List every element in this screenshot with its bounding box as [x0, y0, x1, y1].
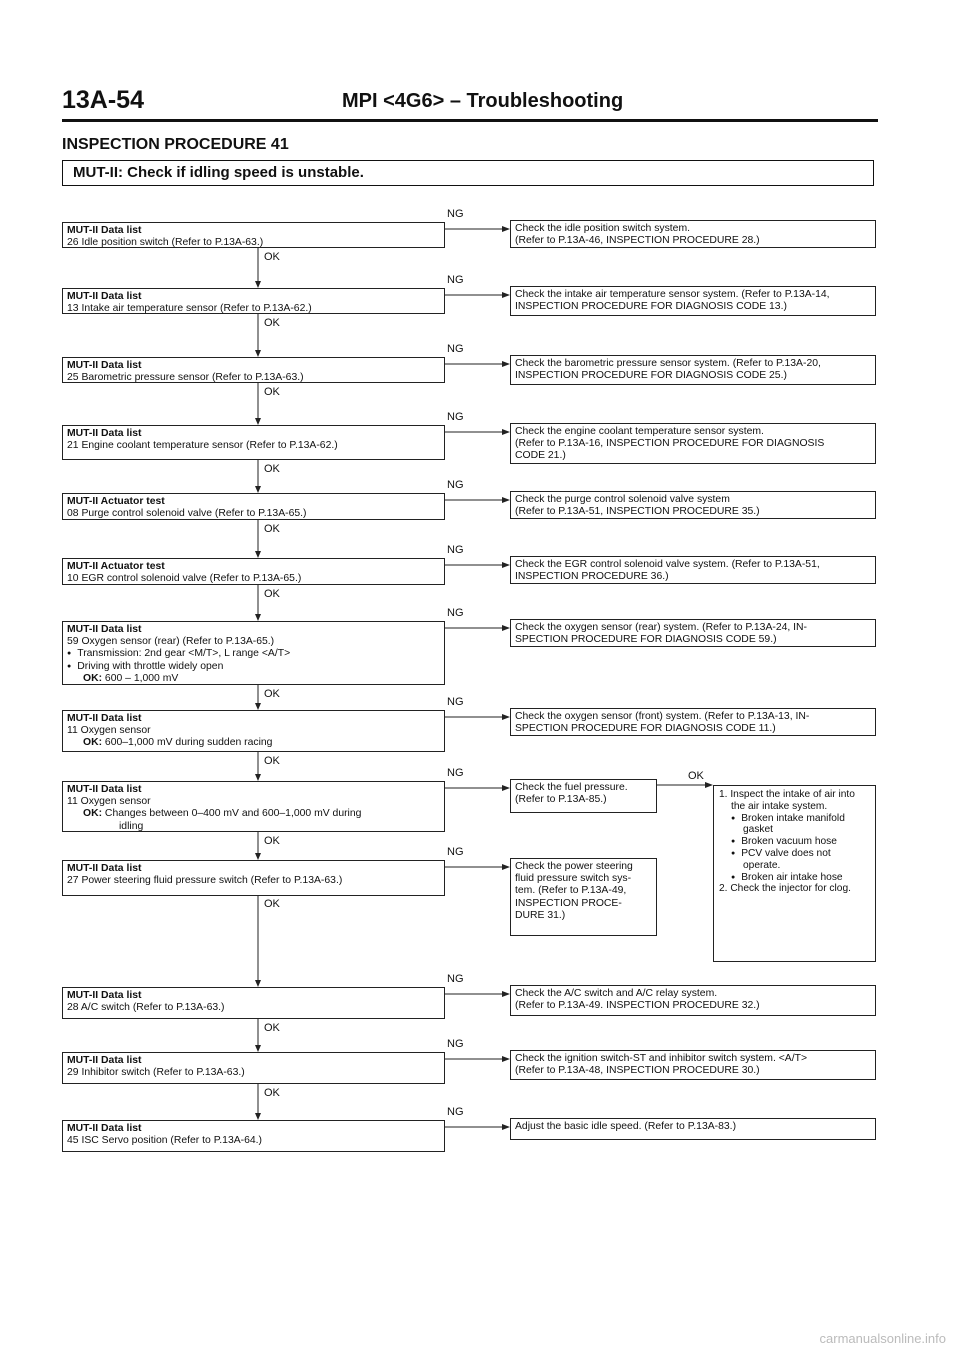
- ok-arrow-head: [255, 1045, 261, 1052]
- ok-label: OK: [264, 688, 280, 700]
- step-line: 29 Inhibitor switch (Refer to P.13A-63.): [67, 1067, 245, 1079]
- step-line: 11 Oxygen sensor: [67, 725, 151, 737]
- action-line: (Refer to P.13A-48, INSPECTION PROCEDURE 30.): [515, 1065, 760, 1077]
- ng-label: NG: [447, 696, 464, 708]
- check-step-box: [62, 357, 445, 383]
- ok-arrow-head: [255, 1113, 261, 1120]
- step-heading: MUT-II Data list: [67, 784, 142, 795]
- step-line: OK: Changes between 0–400 mV and 600–1,000 mV during: [83, 808, 362, 820]
- ng-arrow-head: [502, 991, 510, 997]
- action-line: Check the EGR control solenoid valve system. (Refer to P.13A-51,: [515, 559, 820, 570]
- action-line: INSPECTION PROCEDURE FOR DIAGNOSIS CODE 25.): [515, 370, 787, 382]
- ng-label: NG: [447, 1106, 464, 1118]
- step-line: 11 Oxygen sensor: [67, 796, 151, 808]
- ok-label: OK: [264, 1022, 280, 1034]
- action-line: (Refer to P.13A-46, INSPECTION PROCEDURE 28.): [515, 235, 760, 247]
- step-heading: MUT-II Data list: [67, 624, 142, 635]
- ng-arrow-head: [502, 562, 510, 568]
- check-step-box: [62, 1052, 445, 1084]
- check-step-box: [62, 425, 445, 460]
- action-box: [510, 779, 657, 813]
- action-line: Check the intake air temperature sensor system. (Refer to P.13A-14,: [515, 289, 830, 300]
- step-line: 10 EGR control solenoid valve (Refer to P.13A-65.): [67, 573, 302, 585]
- step-line: 59 Oxygen sensor (rear) (Refer to P.13A-65.): [67, 636, 275, 648]
- ng-label: NG: [447, 1038, 464, 1050]
- action-line: (Refer to P.13A-51, INSPECTION PROCEDURE 35.): [515, 506, 760, 518]
- intake-inspection-box: [713, 785, 876, 962]
- ok-arrow-head: [255, 980, 261, 987]
- intake-bullet-list: [719, 813, 870, 884]
- action-line: INSPECTION PROCEDURE FOR DIAGNOSIS CODE 13.): [515, 301, 787, 313]
- step-heading: MUT-II Actuator test: [67, 561, 165, 572]
- step-heading: MUT-II Data list: [67, 291, 142, 302]
- action-line: Check the A/C switch and A/C relay system.: [515, 988, 718, 999]
- step-heading: MUT-II Actuator test: [67, 496, 165, 507]
- action-box: [510, 858, 657, 936]
- ng-arrow-head: [502, 429, 510, 435]
- check-statement: MUT-II: Check if idling speed is unstable.: [73, 164, 364, 181]
- step-line: 26 Idle position switch (Refer to P.13A-63.): [67, 237, 264, 248]
- ng-arrow-head: [502, 864, 510, 870]
- step-line: ● Transmission: 2nd gear <M/T>, L range <A/T>: [67, 648, 440, 660]
- action-line: Check the barometric pressure sensor system. (Refer to P.13A-20,: [515, 358, 821, 369]
- fuel-ok-label: OK: [688, 770, 704, 782]
- action-box: [510, 286, 876, 316]
- procedure-title: INSPECTION PROCEDURE 41: [62, 136, 289, 153]
- ok-label: OK: [264, 251, 280, 263]
- intake-bullet: ● Broken air intake hose: [731, 872, 870, 884]
- step-heading: MUT-II Data list: [67, 360, 142, 371]
- action-line: (Refer to P.13A-16, INSPECTION PROCEDURE FOR DIAGNOSIS: [515, 438, 825, 450]
- step-line: 27 Power steering fluid pressure switch (Refer to P.13A-63.): [67, 875, 343, 887]
- ng-arrow-head: [502, 785, 510, 791]
- step-heading: MUT-II Data list: [67, 428, 142, 439]
- step-heading: MUT-II Data list: [67, 1123, 142, 1134]
- step-line: OK: 600 – 1,000 mV: [83, 672, 179, 684]
- step-heading: MUT-II Data list: [67, 713, 142, 724]
- step-heading: MUT-II Data list: [67, 990, 142, 1001]
- watermark-footer: carmanualsonline.info: [819, 1331, 946, 1346]
- step-heading: MUT-II Data list: [67, 225, 142, 236]
- check-step-box: [62, 987, 445, 1019]
- ok-label: OK: [264, 317, 280, 329]
- check-step-box: [62, 621, 445, 685]
- action-line: Check the fuel pressure.: [515, 782, 628, 793]
- ok-label: OK: [264, 835, 280, 847]
- step-heading: MUT-II Data list: [67, 1055, 142, 1066]
- ng-label: NG: [447, 479, 464, 491]
- ng-label: NG: [447, 208, 464, 220]
- ok-arrow-head: [255, 614, 261, 621]
- action-line: Check the oxygen sensor (rear) system. (Refer to P.13A-24, IN-: [515, 622, 808, 633]
- action-box: [510, 1050, 876, 1080]
- ng-label: NG: [447, 411, 464, 423]
- ng-arrow-head: [502, 714, 510, 720]
- page-title: MPI <4G6> – Troubleshooting: [342, 90, 624, 112]
- step-line: 21 Engine coolant temperature sensor (Refer to P.13A-62.): [67, 440, 338, 452]
- action-line: INSPECTION PROCE-: [515, 897, 622, 909]
- ng-arrow-head: [502, 1056, 510, 1062]
- ng-label: NG: [447, 767, 464, 779]
- intake-item-2: 2. Check the injector for clog.: [719, 883, 851, 895]
- ok-label: OK: [264, 588, 280, 600]
- step-line: idling: [119, 820, 144, 832]
- ok-arrow-head: [255, 281, 261, 288]
- ng-label: NG: [447, 544, 464, 556]
- ng-label: NG: [447, 973, 464, 985]
- action-box: [510, 220, 876, 248]
- ng-arrow-head: [502, 292, 510, 298]
- ng-label: NG: [447, 343, 464, 355]
- action-line: Adjust the basic idle speed. (Refer to P.13A-83.): [515, 1121, 737, 1132]
- action-line: fluid pressure switch sys-: [515, 873, 632, 885]
- action-line: Check the oxygen sensor (front) system. (Refer to P.13A-13, IN-: [515, 711, 810, 722]
- action-line: SPECTION PROCEDURE FOR DIAGNOSIS CODE 59.): [515, 634, 777, 646]
- step-line: 13 Intake air temperature sensor (Refer to P.13A-62.): [67, 303, 312, 314]
- action-box: [510, 985, 876, 1016]
- step-line: OK: 600–1,000 mV during sudden racing: [83, 737, 273, 749]
- intake-item-1: 1. Inspect the intake of air into the air intake system.: [719, 789, 855, 812]
- step-line: 25 Barometric pressure sensor (Refer to P.13A-63.): [67, 372, 304, 383]
- action-line: Check the engine coolant temperature sensor system.: [515, 426, 764, 437]
- check-step-box: [62, 558, 445, 585]
- action-line: Check the power steering: [515, 861, 633, 872]
- ng-label: NG: [447, 607, 464, 619]
- action-line: DURE 31.): [515, 909, 566, 921]
- ok-label: OK: [264, 1087, 280, 1099]
- check-step-box: [62, 493, 445, 520]
- ok-arrow-head: [255, 486, 261, 493]
- ok-arrow-head: [255, 853, 261, 860]
- action-line: (Refer to P.13A-85.): [515, 794, 607, 806]
- step-line: ● Driving with throttle widely open: [67, 661, 440, 673]
- ng-label: NG: [447, 846, 464, 858]
- ng-arrow-head: [502, 1124, 510, 1130]
- check-step-box: [62, 1120, 445, 1152]
- ok-arrow-head: [255, 418, 261, 425]
- action-box: [510, 355, 876, 385]
- ng-arrow-head: [502, 361, 510, 367]
- action-box: [510, 708, 876, 736]
- action-box: [510, 556, 876, 584]
- check-step-box: [62, 288, 445, 314]
- action-line: Check the idle position switch system.: [515, 223, 690, 234]
- action-box: [510, 423, 876, 464]
- step-heading: MUT-II Data list: [67, 863, 142, 874]
- check-step-box: [62, 781, 445, 832]
- ok-arrow-head: [255, 350, 261, 357]
- action-line: Check the ignition switch-ST and inhibitor switch system. <A/T>: [515, 1053, 808, 1064]
- ok-arrow-head: [255, 551, 261, 558]
- intake-bullet: ● Broken vacuum hose: [731, 836, 870, 848]
- ok-label: OK: [264, 898, 280, 910]
- action-line: INSPECTION PROCEDURE 36.): [515, 571, 669, 583]
- intake-bullet: ● PCV valve does not operate.: [731, 848, 870, 872]
- action-line: Check the purge control solenoid valve system: [515, 494, 730, 505]
- check-step-box: [62, 710, 445, 752]
- intake-bullet: ● Broken intake manifold gasket: [731, 813, 870, 837]
- ok-label: OK: [264, 463, 280, 475]
- step-line: 08 Purge control solenoid valve (Refer to P.13A-65.): [67, 508, 307, 520]
- ng-arrow-head: [502, 625, 510, 631]
- action-line: SPECTION PROCEDURE FOR DIAGNOSIS CODE 11.): [515, 723, 776, 735]
- check-step-box: [62, 860, 445, 896]
- action-box: [510, 491, 876, 519]
- ok-label: OK: [264, 755, 280, 767]
- action-box: [510, 1118, 876, 1140]
- action-line: (Refer to P.13A-49. INSPECTION PROCEDURE 32.): [515, 1000, 760, 1012]
- ok-label: OK: [264, 386, 280, 398]
- ng-label: NG: [447, 274, 464, 286]
- action-line: CODE 21.): [515, 450, 566, 462]
- ok-arrow-head: [255, 774, 261, 781]
- ng-arrow-head: [502, 226, 510, 232]
- page-number: 13A-54: [62, 86, 144, 114]
- ok-label: OK: [264, 523, 280, 535]
- step-line: 45 ISC Servo position (Refer to P.13A-64.): [67, 1135, 263, 1147]
- fuel-ok-arrow-head: [705, 782, 713, 788]
- action-box: [510, 619, 876, 647]
- ng-arrow-head: [502, 497, 510, 503]
- check-step-box: [62, 222, 445, 248]
- ok-arrow-head: [255, 703, 261, 710]
- action-line: tem. (Refer to P.13A-49,: [515, 885, 627, 897]
- step-line: 28 A/C switch (Refer to P.13A-63.): [67, 1002, 225, 1014]
